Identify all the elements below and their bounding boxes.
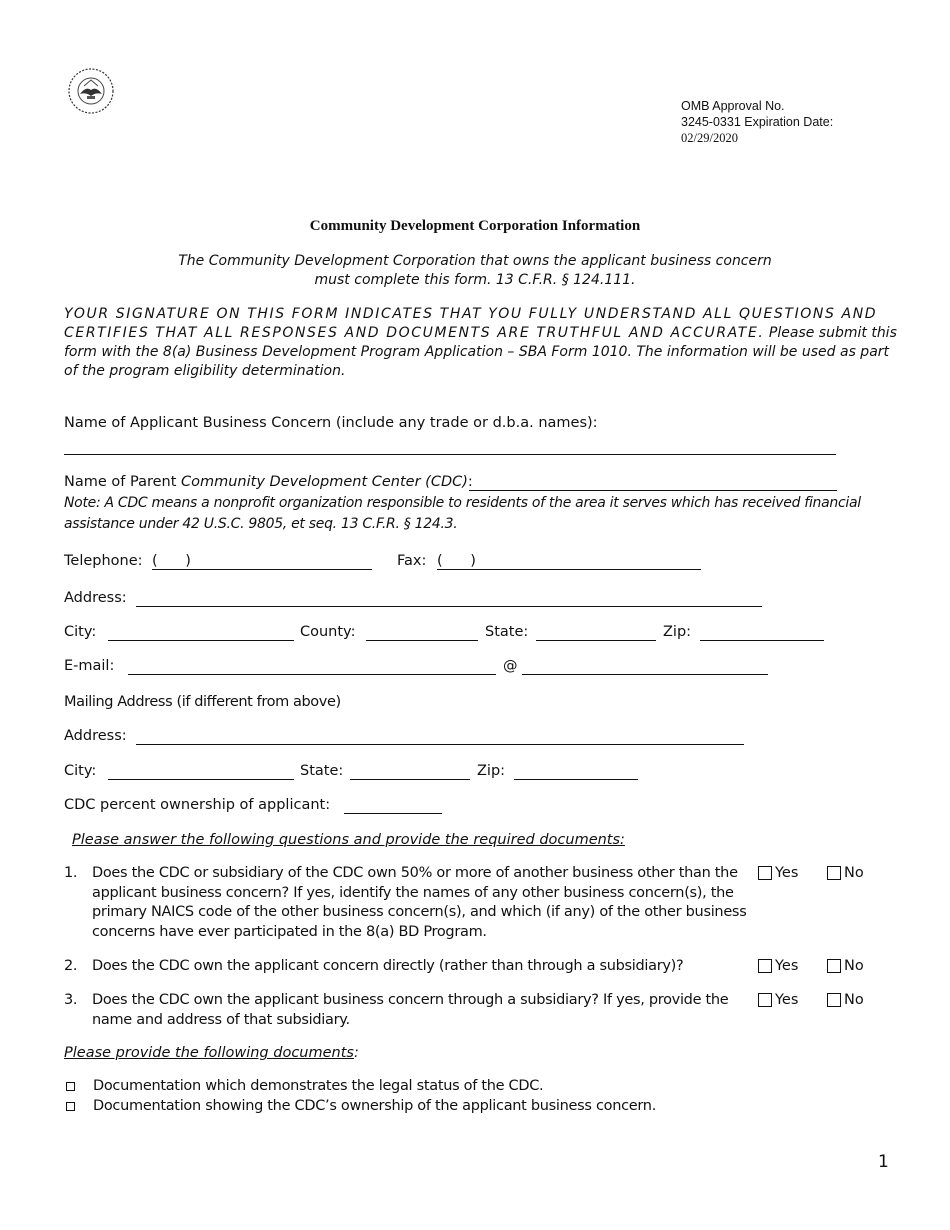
email-user-field[interactable] (128, 660, 496, 675)
checkbox-icon[interactable] (758, 993, 772, 1007)
checkbox-icon[interactable] (827, 959, 841, 973)
document-text: Documentation showing the CDC’s ownership of the applicant business concern. (93, 1098, 656, 1114)
omb-number-line: 3245-0331 Expiration Date: (681, 115, 834, 129)
documents-heading-text: Please provide the following documents (64, 1045, 354, 1061)
question-3 (64, 991, 754, 1030)
question-text: Does the CDC own the applicant business concern through a subsidiary? If yes, provide the name and address of that subsidiary. (92, 992, 729, 1028)
mailing-state-label: State: (300, 763, 344, 779)
fax-label: Fax: (397, 553, 427, 569)
parent-cdc-field[interactable] (469, 476, 837, 491)
warning-text: Please submit this form with the 8(a) Business Development Program Application – SBA Form 1010. The information will be used as part of the program eligibility determination. (64, 325, 897, 379)
business-name-field[interactable] (64, 440, 836, 455)
email-domain-field[interactable] (522, 660, 768, 675)
fax-area-code-paren: ( ) (437, 553, 476, 569)
omb-approval-block (681, 98, 833, 146)
county-label: County: (300, 624, 356, 640)
checkbox-icon[interactable] (758, 866, 772, 880)
ownership-label: CDC percent ownership of applicant: (64, 797, 331, 813)
no-label: No (844, 865, 864, 881)
mailing-city-field[interactable] (108, 765, 294, 780)
yes-label: Yes (775, 992, 799, 1008)
zip-field[interactable] (700, 626, 824, 641)
yes-label: Yes (775, 958, 799, 974)
address-label: Address: (64, 590, 127, 606)
subtitle-line-2: must complete this form. 13 C.F.R. § 124.111. (314, 272, 636, 288)
question-number: 1. (64, 865, 78, 881)
state-field[interactable] (536, 626, 656, 641)
document-text: Documentation which demonstrates the legal status of the CDC. (93, 1078, 544, 1094)
fax-field[interactable] (437, 555, 701, 570)
yes-label: Yes (775, 865, 799, 881)
questions-instructions: Please answer the following questions and provide the required documents: (72, 832, 625, 848)
question-number: 2. (64, 958, 78, 974)
question-text: Does the CDC own the applicant concern directly (rather than through a subsidiary)? (92, 958, 684, 974)
page-number: 1 (878, 1152, 889, 1172)
document-item-1 (64, 1078, 543, 1094)
warning-caps: YOUR SIGNATURE ON THIS FORM INDICATES THAT YOU FULLY UNDERSTAND ALL QUESTIONS AND CERTIFIES THAT ALL RESPONSES AND DOCUMENTS ARE TRUTHFUL AND ACCURATE. (64, 306, 878, 341)
telephone-label: Telephone: (64, 553, 143, 569)
email-label: E-mail: (64, 658, 115, 674)
no-label: No (844, 992, 864, 1008)
mailing-zip-field[interactable] (514, 765, 638, 780)
mailing-zip-label: Zip: (477, 763, 506, 779)
question-3-no[interactable] (827, 992, 864, 1008)
question-number: 3. (64, 992, 78, 1008)
no-label: No (844, 958, 864, 974)
form-title: Community Development Corporation Information (309, 218, 641, 234)
question-1-no[interactable] (827, 865, 864, 881)
state-label: State: (485, 624, 529, 640)
question-2 (64, 957, 754, 977)
question-3-yes[interactable] (758, 992, 798, 1008)
mailing-address-heading: Mailing Address (if different from above) (64, 694, 341, 710)
sba-seal-logo (66, 66, 116, 116)
checkbox-icon[interactable] (827, 866, 841, 880)
telephone-area-code-paren: ( ) (152, 553, 191, 569)
mailing-address-label: Address: (64, 728, 127, 744)
address-field[interactable] (136, 592, 762, 607)
parent-cdc-label (64, 474, 473, 490)
city-field[interactable] (108, 626, 294, 641)
bullet-square-icon (66, 1102, 75, 1111)
mailing-state-field[interactable] (350, 765, 470, 780)
mailing-city-label: City: (64, 763, 97, 779)
documents-heading (64, 1045, 359, 1061)
cdc-definition-note: Note: A CDC means a nonprofit organization responsible to residents of the area it serves which has received financial assistance under 42 U.S.C. 9805, et seq. 13 C.F.R. § 124.3. (64, 495, 861, 532)
parent-label-prefix: Name of Parent (64, 474, 181, 490)
documents-heading-colon: : (353, 1045, 359, 1061)
email-at-sign: @ (503, 658, 518, 674)
form-subtitle (0, 252, 950, 290)
mailing-address-field[interactable] (136, 730, 744, 745)
question-1-yes[interactable] (758, 865, 798, 881)
question-2-yes[interactable] (758, 958, 798, 974)
bullet-square-icon (66, 1082, 75, 1091)
parent-label-colon: : (467, 474, 473, 490)
omb-expiration-date: 02/29/2020 (681, 131, 738, 145)
checkbox-icon[interactable] (758, 959, 772, 973)
telephone-field[interactable] (152, 555, 372, 570)
question-text: Does the CDC or subsidiary of the CDC own 50% or more of another business other than the applicant business concern? If yes, identify the names of any other business concern(s), the primary NAICS code of the other business concern(s), and which (if any) of the other business concerns have ever participated in the 8(a) BD Program. (92, 865, 747, 940)
document-item-2 (64, 1098, 656, 1114)
ownership-percent-field[interactable] (344, 799, 442, 814)
parent-label-italic: Community Development Center (CDC) (181, 474, 468, 490)
county-field[interactable] (366, 626, 478, 641)
zip-label: Zip: (663, 624, 692, 640)
city-label: City: (64, 624, 97, 640)
question-2-no[interactable] (827, 958, 864, 974)
checkbox-icon[interactable] (827, 993, 841, 1007)
question-1 (64, 864, 754, 942)
omb-approval-line: OMB Approval No. (681, 99, 785, 113)
business-name-label: Name of Applicant Business Concern (include any trade or d.b.a. names): (64, 415, 598, 431)
subtitle-line-1: The Community Development Corporation that owns the applicant business concern (178, 253, 772, 269)
certification-warning (64, 305, 904, 381)
